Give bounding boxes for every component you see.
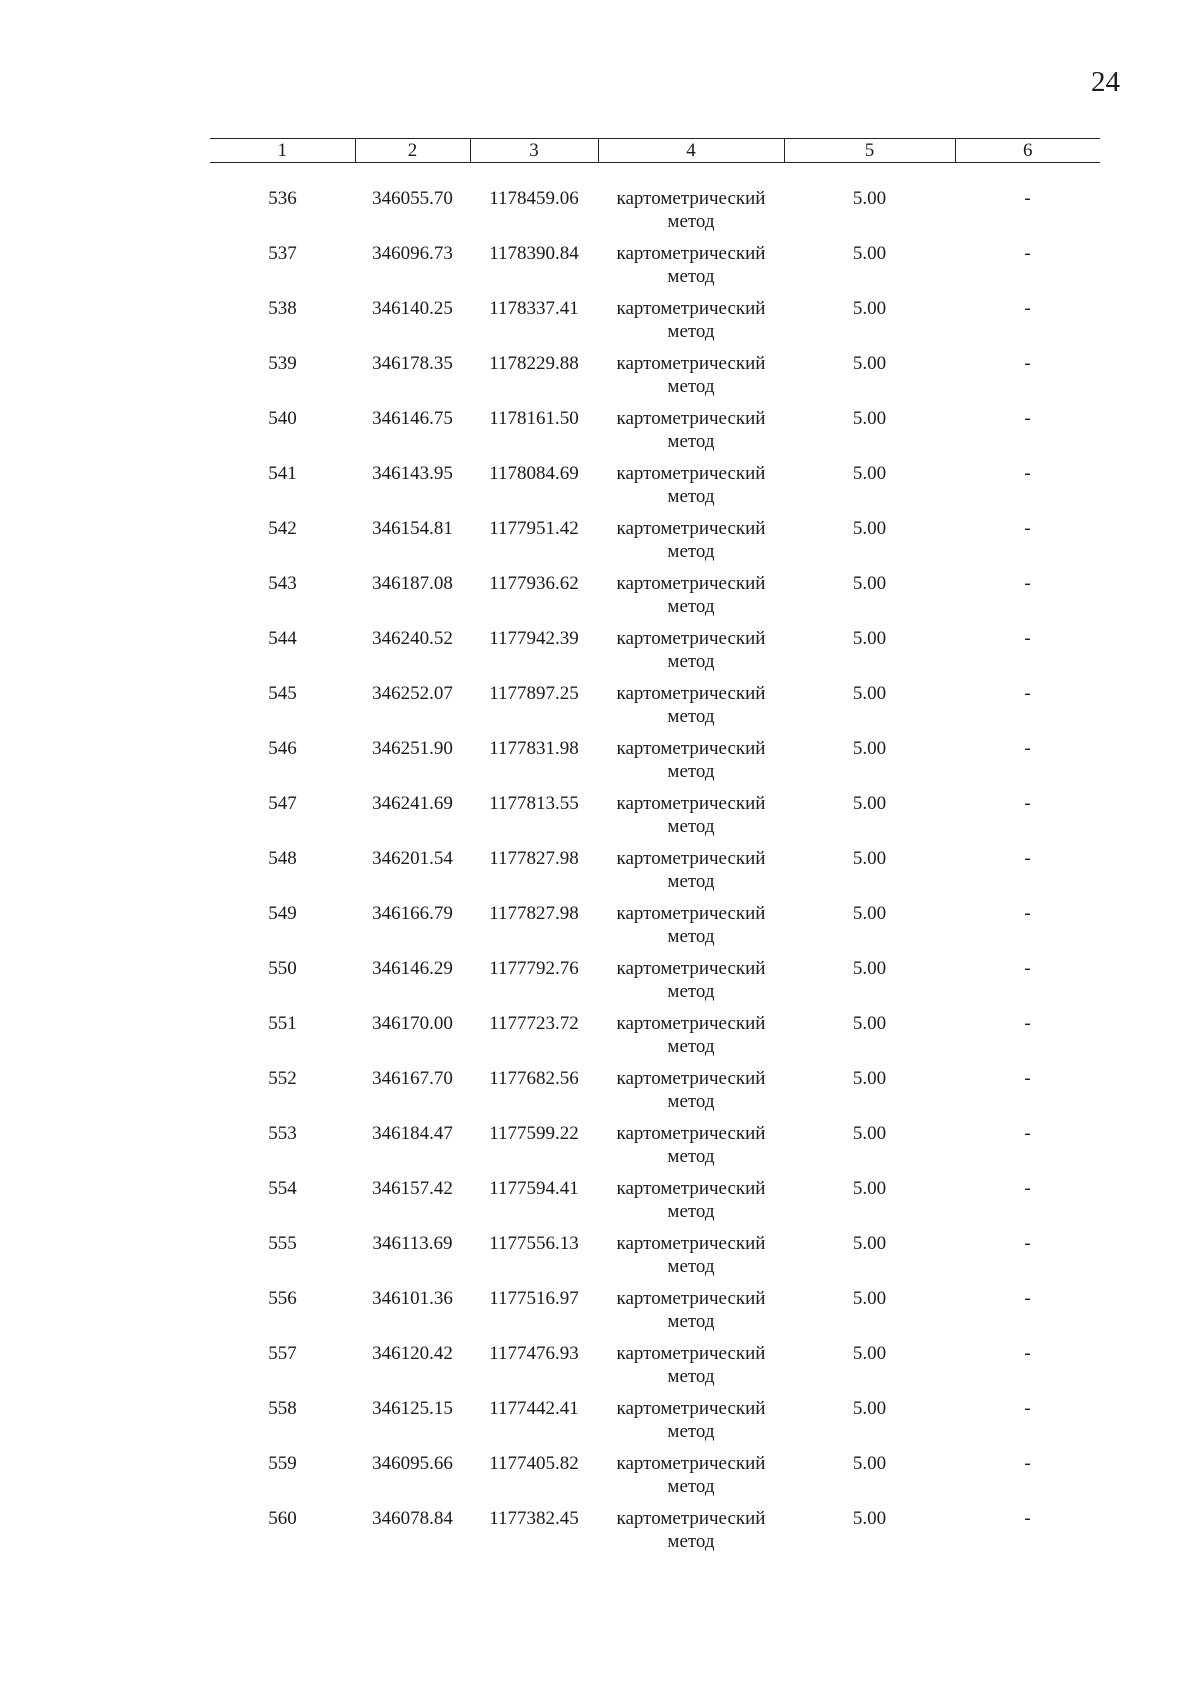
cell-coordinate-y: 1177682.56 — [489, 1068, 579, 1089]
column-header: 4 — [598, 139, 784, 163]
cell-accuracy: 5.00 — [852, 243, 887, 264]
table-row — [210, 352, 1100, 407]
cell-coordinate-y: 1178161.50 — [489, 408, 579, 429]
column-header: 5 — [784, 139, 955, 163]
cell-note: - — [1024, 1123, 1031, 1144]
cell-note: - — [1024, 573, 1031, 594]
table-row — [210, 1012, 1100, 1067]
cell-point-number: 549 — [268, 903, 297, 924]
cell-coordinate-x: 346143.95 — [372, 463, 453, 484]
table-row — [210, 1452, 1100, 1507]
cell-accuracy: 5.00 — [852, 848, 887, 869]
table-row — [210, 1122, 1100, 1177]
cell-point-number: 537 — [268, 243, 297, 264]
cell-coordinate-x: 346240.52 — [372, 628, 453, 649]
cell-method: картометрический метод — [616, 463, 766, 507]
cell-point-number: 536 — [268, 188, 297, 209]
cell-point-number: 557 — [268, 1343, 297, 1364]
table-body — [210, 187, 1100, 1562]
cell-accuracy: 5.00 — [852, 683, 887, 704]
cell-accuracy: 5.00 — [852, 1508, 887, 1529]
cell-coordinate-x: 346167.70 — [372, 1068, 453, 1089]
table-row — [210, 462, 1100, 517]
cell-method: картометрический метод — [616, 683, 766, 727]
cell-point-number: 540 — [268, 408, 297, 429]
table-row — [210, 1397, 1100, 1452]
cell-coordinate-x: 346095.66 — [372, 1453, 453, 1474]
cell-coordinate-x: 346146.75 — [372, 408, 453, 429]
column-header: 6 — [955, 139, 1100, 163]
cell-accuracy: 5.00 — [852, 1288, 887, 1309]
cell-point-number: 545 — [268, 683, 297, 704]
table-row — [210, 1177, 1100, 1232]
cell-note: - — [1024, 628, 1031, 649]
table-row — [210, 407, 1100, 462]
cell-coordinate-y: 1177936.62 — [489, 573, 579, 594]
coordinates-table — [210, 138, 1100, 1562]
cell-coordinate-y: 1177813.55 — [489, 793, 579, 814]
cell-coordinate-x: 346096.73 — [372, 243, 453, 264]
cell-coordinate-x: 346178.35 — [372, 353, 453, 374]
cell-coordinate-x: 346201.54 — [372, 848, 453, 869]
cell-note: - — [1024, 1508, 1031, 1529]
cell-coordinate-y: 1177723.72 — [489, 1013, 579, 1034]
table-row — [210, 737, 1100, 792]
cell-method: картометрический метод — [616, 188, 766, 232]
table-row — [210, 627, 1100, 682]
cell-accuracy: 5.00 — [852, 1068, 887, 1089]
cell-accuracy: 5.00 — [852, 573, 887, 594]
cell-note: - — [1024, 1013, 1031, 1034]
table-header-row — [210, 139, 1100, 163]
cell-note: - — [1024, 1233, 1031, 1254]
cell-point-number: 550 — [268, 958, 297, 979]
cell-method: картометрический метод — [616, 738, 766, 782]
cell-note: - — [1024, 1398, 1031, 1419]
cell-point-number: 543 — [268, 573, 297, 594]
table-row — [210, 1507, 1100, 1562]
cell-point-number: 559 — [268, 1453, 297, 1474]
cell-coordinate-y: 1177827.98 — [489, 848, 579, 869]
cell-coordinate-x: 346113.69 — [372, 1233, 453, 1254]
cell-method: картометрический метод — [616, 1013, 766, 1057]
cell-coordinate-x: 346166.79 — [372, 903, 453, 924]
cell-coordinate-y: 1177792.76 — [489, 958, 579, 979]
cell-method: картометрический метод — [616, 1233, 766, 1277]
cell-coordinate-y: 1178459.06 — [489, 188, 579, 209]
table-row — [210, 902, 1100, 957]
cell-point-number: 547 — [268, 793, 297, 814]
cell-method: картометрический метод — [616, 793, 766, 837]
cell-method: картометрический метод — [616, 903, 766, 947]
cell-accuracy: 5.00 — [852, 188, 887, 209]
cell-point-number: 555 — [268, 1233, 297, 1254]
cell-note: - — [1024, 1178, 1031, 1199]
cell-coordinate-x: 346120.42 — [372, 1343, 453, 1364]
cell-note: - — [1024, 793, 1031, 814]
cell-coordinate-x: 346170.00 — [372, 1013, 453, 1034]
cell-point-number: 546 — [268, 738, 297, 759]
cell-method: картометрический метод — [616, 958, 766, 1002]
cell-coordinate-y: 1177951.42 — [489, 518, 579, 539]
cell-coordinate-y: 1178390.84 — [489, 243, 579, 264]
cell-accuracy: 5.00 — [852, 408, 887, 429]
table-row — [210, 187, 1100, 242]
table-row — [210, 242, 1100, 297]
cell-point-number: 542 — [268, 518, 297, 539]
cell-note: - — [1024, 958, 1031, 979]
table-row — [210, 792, 1100, 847]
cell-method: картометрический метод — [616, 1343, 766, 1387]
table-row — [210, 957, 1100, 1012]
cell-note: - — [1024, 848, 1031, 869]
cell-coordinate-y: 1177442.41 — [489, 1398, 579, 1419]
cell-accuracy: 5.00 — [852, 1233, 887, 1254]
cell-coordinate-y: 1177831.98 — [489, 738, 579, 759]
cell-coordinate-y: 1178337.41 — [489, 298, 579, 319]
cell-accuracy: 5.00 — [852, 1398, 887, 1419]
page-number: 24 — [1091, 66, 1120, 98]
cell-method: картометрический метод — [616, 518, 766, 562]
cell-note: - — [1024, 1453, 1031, 1474]
cell-point-number: 541 — [268, 463, 297, 484]
cell-method: картометрический метод — [616, 243, 766, 287]
cell-note: - — [1024, 243, 1031, 264]
cell-point-number: 558 — [268, 1398, 297, 1419]
cell-coordinate-y: 1177897.25 — [489, 683, 579, 704]
cell-coordinate-y: 1177827.98 — [489, 903, 579, 924]
cell-note: - — [1024, 188, 1031, 209]
table-row — [210, 682, 1100, 737]
cell-accuracy: 5.00 — [852, 958, 887, 979]
table-row — [210, 1342, 1100, 1397]
cell-accuracy: 5.00 — [852, 793, 887, 814]
cell-method: картометрический метод — [616, 1123, 766, 1167]
cell-method: картометрический метод — [616, 1068, 766, 1112]
cell-point-number: 539 — [268, 353, 297, 374]
table-row — [210, 847, 1100, 902]
cell-coordinate-x: 346252.07 — [372, 683, 453, 704]
cell-coordinate-y: 1177516.97 — [489, 1288, 579, 1309]
cell-point-number: 553 — [268, 1123, 297, 1144]
cell-coordinate-x: 346187.08 — [372, 573, 453, 594]
cell-coordinate-y: 1177382.45 — [489, 1508, 579, 1529]
cell-note: - — [1024, 738, 1031, 759]
cell-note: - — [1024, 903, 1031, 924]
cell-method: картометрический метод — [616, 353, 766, 397]
cell-coordinate-y: 1177405.82 — [489, 1453, 579, 1474]
cell-method: картометрический метод — [616, 408, 766, 452]
cell-coordinate-x: 346125.15 — [372, 1398, 453, 1419]
cell-coordinate-y: 1178229.88 — [489, 353, 579, 374]
column-header: 2 — [355, 139, 470, 163]
cell-note: - — [1024, 1068, 1031, 1089]
cell-coordinate-x: 346157.42 — [372, 1178, 453, 1199]
cell-method: картометрический метод — [616, 628, 766, 672]
cell-coordinate-x: 346055.70 — [372, 188, 453, 209]
cell-note: - — [1024, 298, 1031, 319]
table-row — [210, 517, 1100, 572]
cell-accuracy: 5.00 — [852, 298, 887, 319]
cell-note: - — [1024, 1288, 1031, 1309]
cell-accuracy: 5.00 — [852, 1453, 887, 1474]
cell-accuracy: 5.00 — [852, 353, 887, 374]
table-row — [210, 1067, 1100, 1122]
cell-accuracy: 5.00 — [852, 1343, 887, 1364]
cell-point-number: 544 — [268, 628, 297, 649]
cell-note: - — [1024, 353, 1031, 374]
cell-accuracy: 5.00 — [852, 463, 887, 484]
cell-note: - — [1024, 463, 1031, 484]
cell-note: - — [1024, 683, 1031, 704]
cell-coordinate-y: 1178084.69 — [489, 463, 579, 484]
cell-method: картометрический метод — [616, 573, 766, 617]
cell-method: картометрический метод — [616, 1398, 766, 1442]
cell-accuracy: 5.00 — [852, 903, 887, 924]
cell-coordinate-x: 346184.47 — [372, 1123, 453, 1144]
cell-coordinate-y: 1177556.13 — [489, 1233, 579, 1254]
cell-point-number: 556 — [268, 1288, 297, 1309]
cell-point-number: 551 — [268, 1013, 297, 1034]
cell-method: картометрический метод — [616, 1453, 766, 1497]
cell-method: картометрический метод — [616, 1178, 766, 1222]
cell-point-number: 560 — [268, 1508, 297, 1529]
cell-point-number: 552 — [268, 1068, 297, 1089]
cell-coordinate-x: 346140.25 — [372, 298, 453, 319]
cell-point-number: 554 — [268, 1178, 297, 1199]
cell-coordinate-x: 346251.90 — [372, 738, 453, 759]
cell-accuracy: 5.00 — [852, 1123, 887, 1144]
cell-method: картометрический метод — [616, 1508, 766, 1552]
table-row — [210, 297, 1100, 352]
column-header: 1 — [210, 139, 355, 163]
cell-note: - — [1024, 408, 1031, 429]
table-row — [210, 1232, 1100, 1287]
cell-accuracy: 5.00 — [852, 628, 887, 649]
cell-method: картометрический метод — [616, 1288, 766, 1332]
cell-accuracy: 5.00 — [852, 1013, 887, 1034]
column-header: 3 — [470, 139, 598, 163]
cell-note: - — [1024, 518, 1031, 539]
table-row — [210, 1287, 1100, 1342]
cell-accuracy: 5.00 — [852, 738, 887, 759]
cell-point-number: 548 — [268, 848, 297, 869]
cell-coordinate-x: 346101.36 — [372, 1288, 453, 1309]
cell-coordinate-x: 346241.69 — [372, 793, 453, 814]
cell-note: - — [1024, 1343, 1031, 1364]
cell-coordinate-y: 1177942.39 — [489, 628, 579, 649]
cell-point-number: 538 — [268, 298, 297, 319]
cell-coordinate-x: 346078.84 — [372, 1508, 453, 1529]
cell-coordinate-y: 1177599.22 — [489, 1123, 579, 1144]
table-row — [210, 572, 1100, 627]
cell-method: картометрический метод — [616, 848, 766, 892]
cell-coordinate-y: 1177594.41 — [489, 1178, 579, 1199]
cell-accuracy: 5.00 — [852, 1178, 887, 1199]
cell-coordinate-y: 1177476.93 — [489, 1343, 579, 1364]
cell-coordinate-x: 346154.81 — [372, 518, 453, 539]
cell-accuracy: 5.00 — [852, 518, 887, 539]
cell-method: картометрический метод — [616, 298, 766, 342]
cell-coordinate-x: 346146.29 — [372, 958, 453, 979]
